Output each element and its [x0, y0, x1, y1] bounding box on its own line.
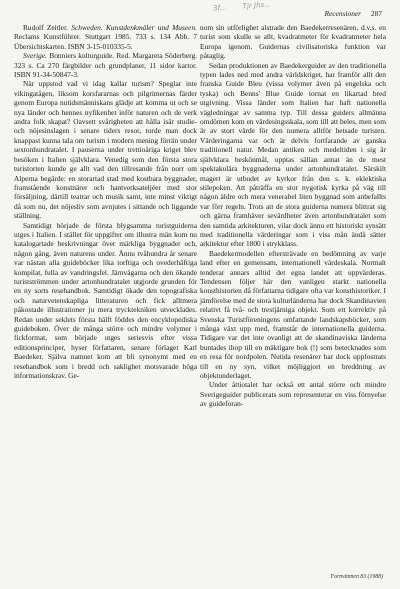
- reference-1: [14, 23, 197, 51]
- left-paragraph-2: Samtidigt började de första blygsamma turistguiderna utges i Italien. I stället för uppgifter om illustra män kom nu katalogartade beskrivningar över märkliga byggnader och, någon gång, även naturens under. Ännu tvåhundra år senare var nästan alla guideböcker lika torftiga och ovederhäftiga kompilat, fulla av vandringsfel. Järnvägarna och den ökande turistströmmen under artonhundratalet utgjorde grunden för en ny sorts resehandbok. Samtidigt ökade den topografiska och naturvetenskapliga litteraturen och fick alltmera påkostade illustrationer ju mera trycktekniken utvecklades. Redan under seklets första hälft föddes den encyklopediska guideboken. Över de många större och mindre volymer i fickformat, som började utges seriesvis efter vissa editionsprinciper, hyser författaren, senare förlaget Karl Baedeker. Själva namnet kom att bli synonymt med en resehandbok som i bredd och saklighet motsvarade höga informationskrav. Ge-: [14, 220, 197, 381]
- handwritten-note-2: Tjr Jhs...: [242, 0, 272, 11]
- right-paragraph-2: Sedan produktionen av Baedekerguider av den traditionella typen lades ned med andra världskriget, har framför allt den franska Guide Bleu (vissa volymer även på engelska och tyska) och Benns' Blue Guide tornat en likartad bred utgivning. Vissa länder som Italien har haft nationella vägledningar av samma typ. Till dessa guiders allmänna omdömen kom en värdesingsskala, som till att beles, men som är av stort värde för den numera alltför hetsade turisten. Värderingarna var och är delvis fortfarande av ganska traditionell natur. Medan antiken och medeltiden i sig är självklara beskönmål, upptas sällan annat än de mest spektakulära byggnaderna under artonhundratalet. Särskilt magert är utbudet av kyrkor från den s. k. eklektiska stilepoken. Att påträffa en stor nygotisk kyrka på väg till någon äldre och mera venerabel liten byggnad som anbefallts var förr regeln. Trots att de stora guiderna numera blittrat sig och gärna framhäver sevärdheter även artonhundratalet som den samtida arkitekturen, vilar dock ännu ett historiskt synsätt med traditionella värderingar som i viss mån ändå sätter arkitektur efter 1800 i strykklass.: [200, 60, 386, 249]
- left-paragraph-1: När uppstod vad vi idag kallar turism? Speglar inte vikingatågen, liksom korsfararnas och pilgrimernas färder genom Europa nutidsmänniskans glädje att komma ut och se nya länder och hennes nyfikenhet inför naturen och de verk andra folk skapat? Oavsett svårigheten att hålla isär studie- och nöjesinslagen i senare tiders resor, torde man dock knappast kunna tala om turism i modern mening förrän under sextonhundratalet. I pauserna under trettioåriga kriget blev besöken i Italien självklara. Venedig som den första stora turistorten kunde ge allt vad den tillresande från norr om Alperna begärde: en storartad stad med kostbara byggnader, framstående konstnärer och hantverksateljéer med stor försäljning, därtill teatrar och musik samt, inte minst viktigt då som nu, det nöjesliv som avnjutes i sittande och liggande ställning.: [14, 79, 197, 221]
- right-paragraph-1: nom sin utförlighet alstrade den Baedekerresenären, d.v.s. en turist som skulle se allt, kvadratmeter för kvadratmeter hela Europa igenom. Guidernas civilisatoriska funktion var påtaglig.: [200, 23, 386, 61]
- running-header: [325, 9, 382, 18]
- page-number: 287: [370, 9, 382, 18]
- handwritten-annotation: [213, 0, 285, 12]
- right-paragraph-4: Under åttiotalet har också ett antal större och mindre Sverigeguider publicerats som representerar en viss förnyelse av guideforan-: [200, 380, 386, 409]
- right-paragraph-3: Baedekermodellen eftersträvade en bedömning av varje land efter en gemensam, internationell värdeskala. Normalt tenderar annars alltid det egna landet att uppvärderas. Tendensen följer här den vanligen starkt nationella konsthistorien då författarna tidigare ofta var konsthistoriker. I jämförelse med de stora kulturländerna har dock Skandinavien relativt få två- och trestjärniga objekt. Som ett korrektiv på Svenska Turistföreningens omfattande landskapsböcker, som många växt upp med, framstår de internationella guiderna. Tidigare var det inte ovanligt att de skandinaviska länderna buntades ihop till en mäktigare bok (!) som betecknades som en resa för nordpolen. Nutida resenärer har dock uppfostrats till en ny syn, vilket möjliggjort en breddning av objektunderlaget.: [200, 248, 386, 381]
- reference-2: [14, 51, 197, 79]
- right-column: [200, 23, 386, 409]
- reference-1-title: Schweden. Kunstdenkmäler und Museen.: [71, 23, 197, 32]
- reference-2-title: Sverige.: [23, 51, 48, 61]
- reference-1-author: Rudolf Zeitler.: [23, 23, 68, 32]
- left-column: [14, 23, 197, 380]
- handwritten-note-1: 3f...: [212, 3, 227, 13]
- reference-2-details: Bonniers kulturguide. Red. Margareta Söderberg. 323 s. Ca 270 färgbilder och grundplaner, 11 sidor kartor. ISBN 91-34-50847-3.: [14, 51, 197, 80]
- section-title: Recensioner: [324, 9, 362, 18]
- journal-footer: Fornvännen 83 (1988): [330, 574, 383, 580]
- reference-1-details: Reclams Kunstführer. Stuttgart 1985. 733 s. 134 Abb. 7 Übersichtskarten. ISBN 3-15-010335-5.: [14, 32, 197, 51]
